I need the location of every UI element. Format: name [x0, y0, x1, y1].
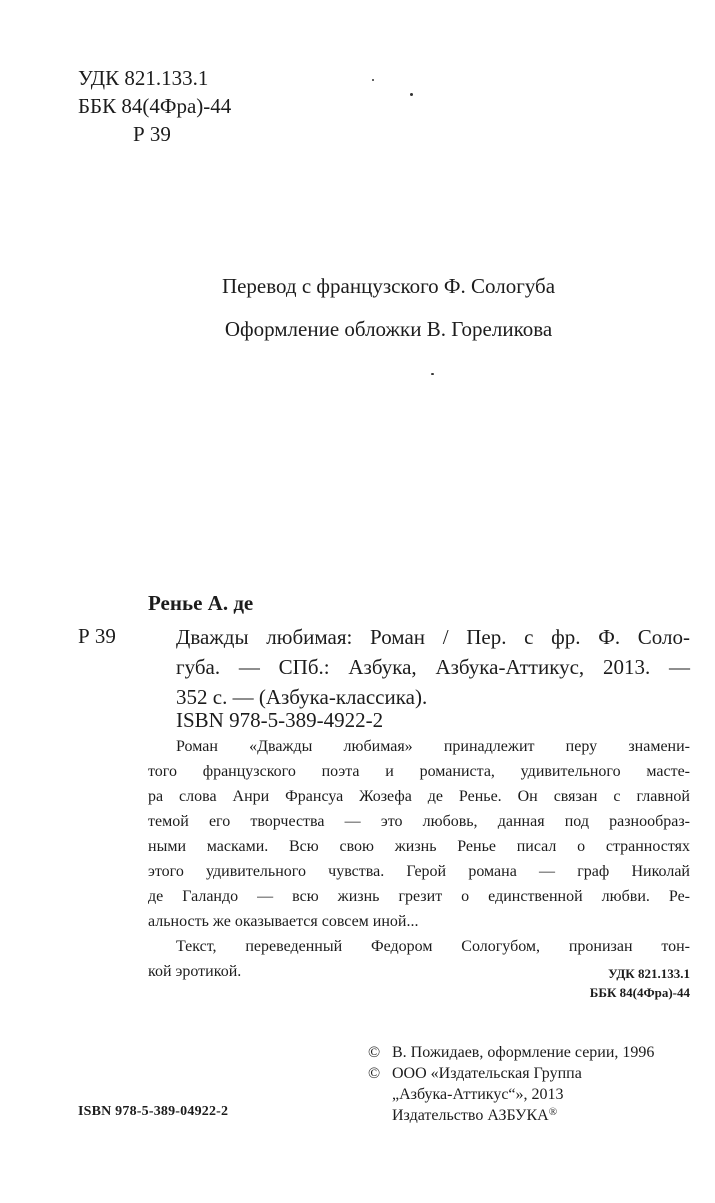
udk-code-small: УДК 821.133.1 — [608, 966, 690, 981]
annotation-line: ными масками. Всю свою жизнь Ренье писал о странностях — [148, 838, 690, 855]
copyright-line: „Азбука-Аттикус“», 2013 — [392, 1086, 564, 1103]
annotation-line: де Галандо — всю жизнь грезит о единственной любви. Ре- — [148, 888, 690, 905]
annotation-line: этого удивительного чувства. Герой романа — граф Николай — [148, 863, 690, 880]
copyright-line: В. Пожидаев, оформление серии, 1996 — [392, 1044, 655, 1061]
cover-design-credit: Оформление обложки В. Гореликова — [224, 317, 553, 341]
speck — [431, 373, 434, 375]
translation-credit: Перевод с французского Ф. Сологуба — [221, 274, 556, 298]
bibliographic-description — [176, 622, 690, 712]
isbn-bottom: ISBN 978-5-389-04922-2 — [78, 1104, 229, 1119]
annotation — [148, 734, 690, 984]
bbk-code-small: ББК 84(4Фра)-44 — [589, 985, 690, 1000]
copyright-publisher — [368, 1105, 654, 1126]
entry-code: Р 39 — [78, 624, 116, 648]
entry-line: 352 с. — (Азбука-классика). — [176, 685, 428, 709]
entry-line: губа. — СПб.: Азбука, Азбука-Аттикус, 2013. — — [176, 655, 690, 679]
annotation-line: того французского поэта и романиста, удивительного масте- — [148, 763, 690, 780]
catalog-codes-small — [590, 964, 690, 1002]
catalog-codes-top — [78, 64, 231, 148]
copyright-line: ООО «Издательская Группа — [392, 1065, 582, 1082]
copyright-symbol: © — [368, 1065, 381, 1082]
speck — [372, 79, 374, 81]
registered-mark: ® — [548, 1106, 558, 1118]
entry-line: Дважды любимая: Роман / Пер. с фр. Ф. Соло- — [176, 625, 690, 649]
udk-code: УДК 821.133.1 — [78, 66, 209, 90]
speck — [410, 93, 413, 96]
copyright-block — [368, 1042, 654, 1126]
annotation-line: альность же оказывается совсем иной... — [148, 913, 419, 930]
isbn-entry: ISBN 978-5-389-4922-2 — [176, 708, 384, 732]
annotation-line: Текст, переведенный Федором Сологубом, пронизан тон- — [176, 938, 690, 955]
annotation-line: кой эротикой. — [148, 963, 242, 980]
publisher-name: Издательство АЗБУКА — [392, 1107, 549, 1124]
author-heading: Ренье А. де — [148, 591, 254, 615]
author-mark: Р 39 — [133, 122, 171, 146]
bbk-code: ББК 84(4Фра)-44 — [78, 94, 232, 118]
copyright-symbol: © — [368, 1044, 381, 1061]
annotation-line: ра слова Анри Франсуа Жозефа де Ренье. Он связан с главной — [148, 788, 690, 805]
annotation-line: Роман «Дважды любимая» принадлежит перу знамени- — [176, 738, 690, 755]
annotation-line: темой его творчества — это любовь, данная под разнообраз- — [148, 813, 690, 830]
